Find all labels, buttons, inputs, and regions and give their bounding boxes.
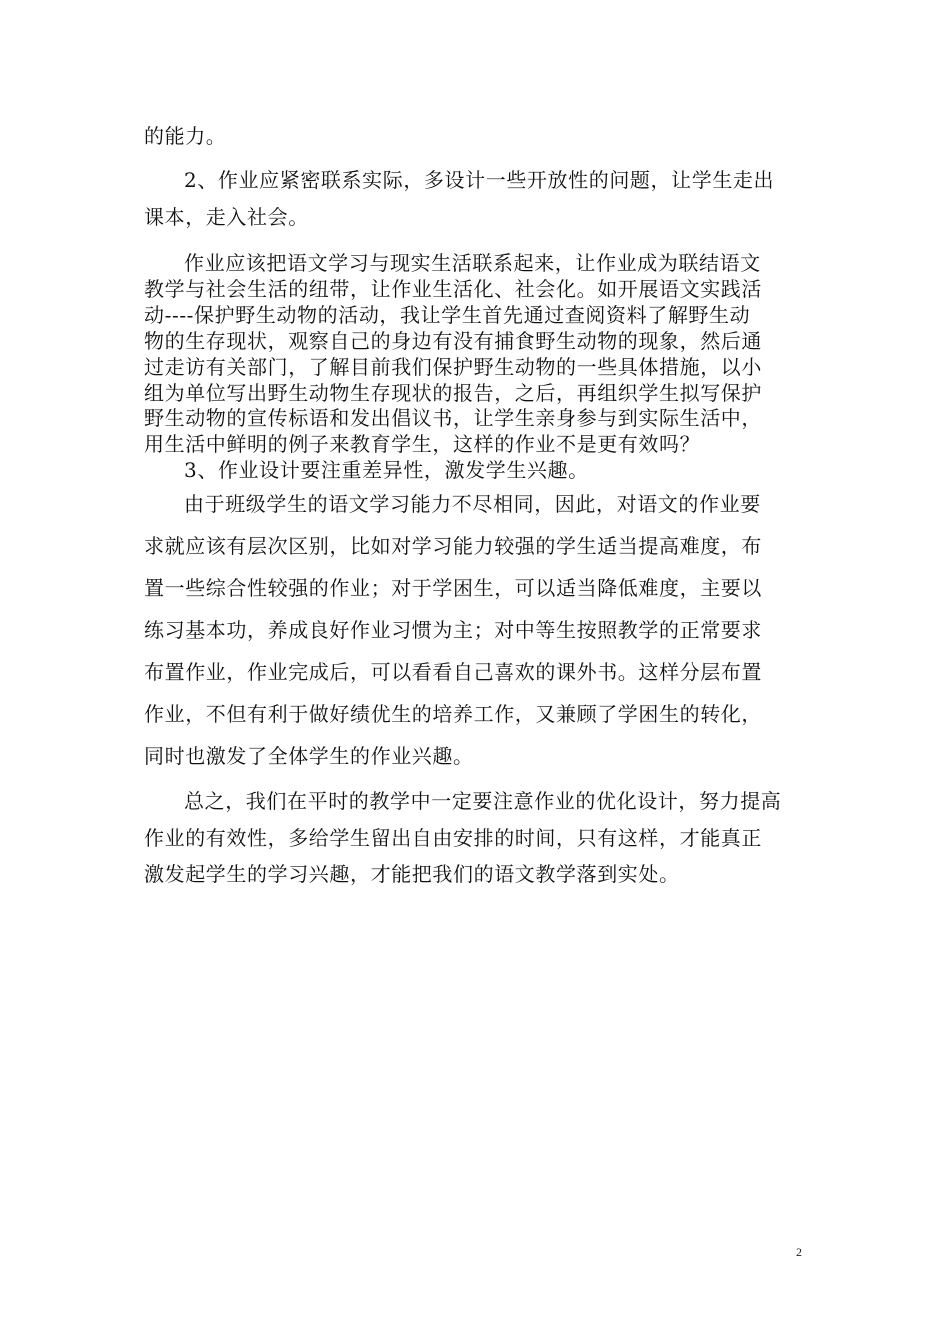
text-line: 练习基本功，养成良好作业习惯为主；对中等生按照教学的正常要求 — [144, 618, 762, 642]
text-line: 置一些综合性较强的作业；对于学困生，可以适当降低难度，主要以 — [144, 576, 762, 600]
text-line: 激发起学生的学习兴趣，才能把我们的语文教学落到实处。 — [144, 862, 680, 886]
text-line: 求就应该有层次区别，比如对学习能力较强的学生适当提高难度，布 — [144, 534, 762, 558]
text-line: 教学与社会生活的纽带，让作业生活化、社会化。如开展语文实践活 — [144, 277, 762, 301]
text-line: 由于班级学生的语文学习能力不尽相同，因此，对语文的作业要 — [184, 492, 761, 516]
page-number: 2 — [796, 1245, 802, 1259]
text-line: 3、作业设计要注重差异性，激发学生兴趣。 — [184, 458, 589, 482]
text-line: 作业的有效性，多给学生留出自由安排的时间，只有这样，才能真正 — [144, 826, 762, 850]
text-line: 总之，我们在平时的教学中一定要注意作业的优化设计，努力提高 — [184, 789, 782, 813]
text-line: 作业应该把语文学习与现实生活联系起来，让作业成为联结语文 — [184, 251, 761, 275]
text-line: 用生活中鲜明的例子来教育学生，这样的作业不是更有效吗？ — [144, 432, 701, 456]
text-line: 的能力。 — [144, 124, 227, 148]
text-line: 物的生存现状，观察自己的身边有没有捕食野生动物的现象，然后通 — [144, 329, 762, 353]
text-line: 野生动物的宣传标语和发出倡议书，让学生亲身参与到实际生活中， — [144, 406, 762, 430]
text-line: 同时也激发了全体学生的作业兴趣。 — [144, 744, 474, 768]
text-line: 2、作业应紧密联系实际，多设计一些开放性的问题，让学生走出 — [184, 168, 775, 192]
text-line: 组为单位写出野生动物生存现状的报告，之后，再组织学生拟写保护 — [144, 381, 762, 405]
text-line: 课本，走入社会。 — [144, 205, 309, 229]
text-line: 作业，不但有利于做好绩优生的培养工作，又兼顾了学困生的转化， — [144, 702, 762, 726]
text-line: 布置作业，作业完成后，可以看看自己喜欢的课外书。这样分层布置 — [144, 660, 762, 684]
text-line: 过走访有关部门，了解目前我们保护野生动物的一些具体措施，以小 — [144, 355, 762, 379]
text-line: 动----保护野生动物的活动，我让学生首先通过查阅资料了解野生动 — [144, 303, 751, 327]
